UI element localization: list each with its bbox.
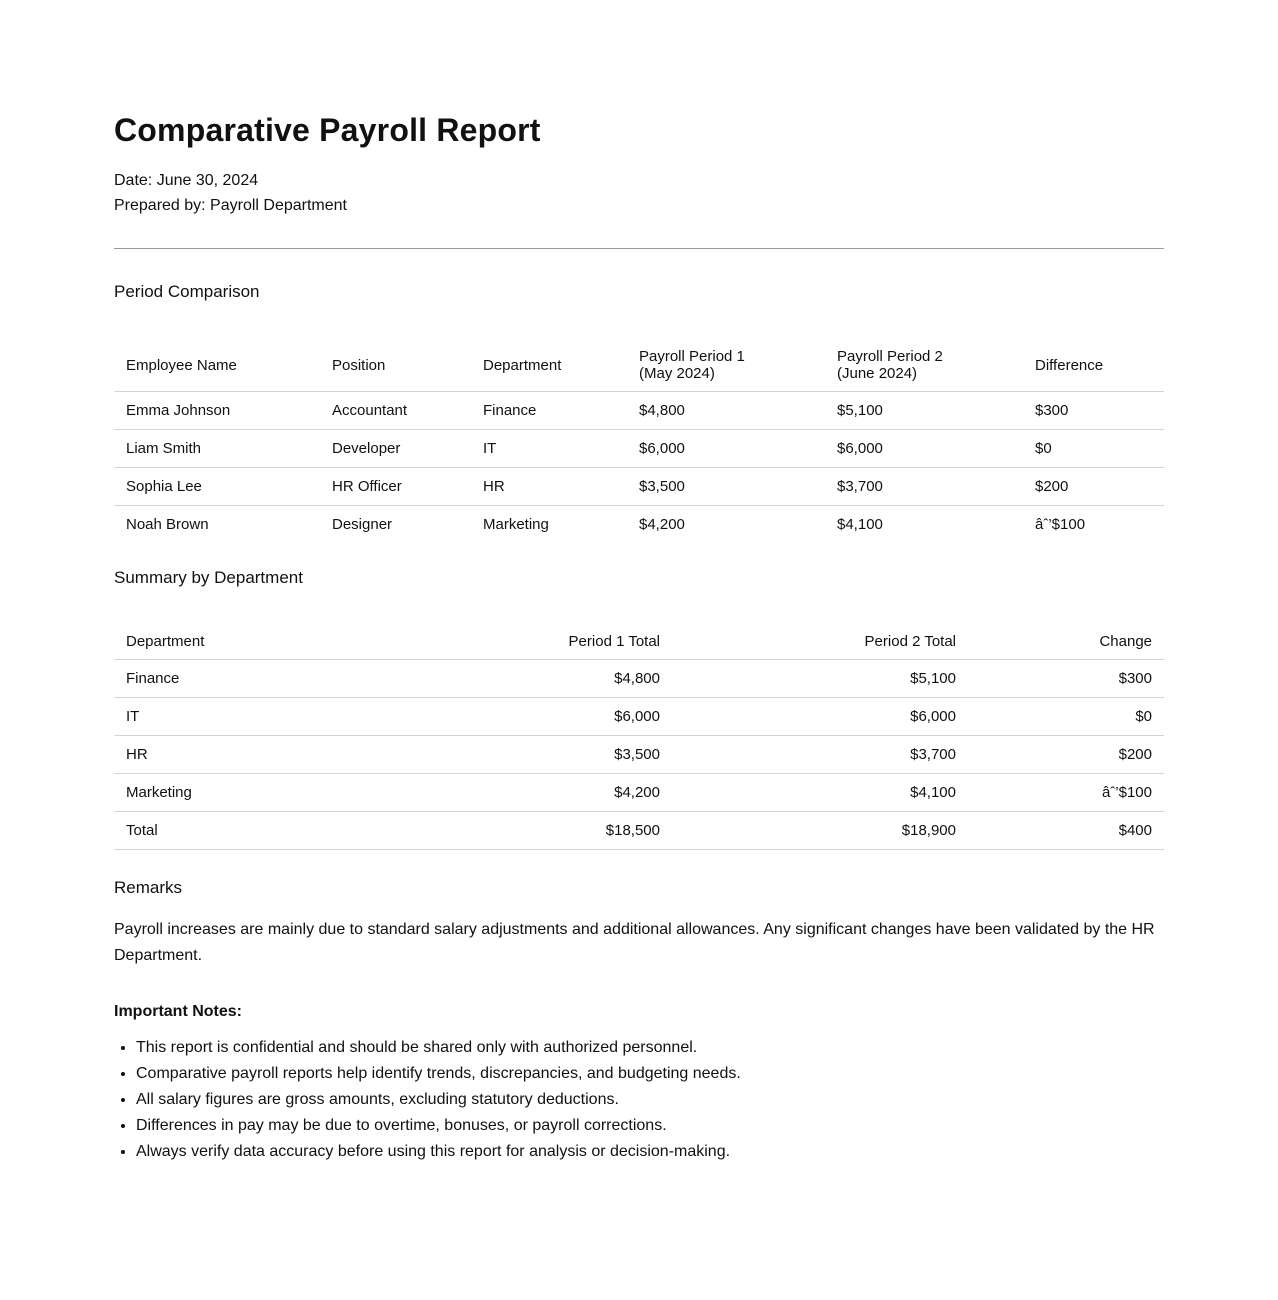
- period-2-total: $6,000: [672, 698, 968, 736]
- table-row: [114, 430, 1164, 468]
- difference-amount: $300: [1023, 392, 1164, 430]
- employee-position: Developer: [320, 430, 471, 468]
- col-period-2-total: Period 2 Total: [672, 623, 968, 660]
- employee-department: Finance: [471, 392, 627, 430]
- col-payroll-period-2: [825, 339, 1023, 392]
- table-row: [114, 660, 1164, 698]
- period-comparison-table: [114, 339, 1164, 543]
- change-amount: $300: [968, 660, 1164, 698]
- employee-name: Noah Brown: [126, 516, 209, 533]
- total-row: [114, 812, 1164, 850]
- change-amount: âˆ’$100: [968, 774, 1164, 812]
- report-title: Comparative Payroll Report: [114, 112, 541, 148]
- important-notes-list: [114, 1035, 1164, 1165]
- col-change: Change: [968, 623, 1164, 660]
- important-notes-title: Important Notes:: [114, 1003, 242, 1020]
- department-name: Finance: [114, 660, 376, 698]
- total-change: $400: [968, 812, 1164, 850]
- col-difference: Difference: [1023, 339, 1164, 392]
- employee-department: IT: [471, 430, 627, 468]
- change-amount: $200: [968, 736, 1164, 774]
- col-payroll-period-2-month: (June 2024): [837, 365, 918, 382]
- remarks-heading: Remarks: [114, 878, 183, 897]
- period-2-total: $3,700: [672, 736, 968, 774]
- employee-name: Sophia Lee: [114, 468, 320, 506]
- table-row: [114, 392, 1164, 430]
- table-row: [114, 468, 1164, 506]
- employee-name: Emma Johnson: [114, 392, 320, 430]
- employee-name: Liam Smith: [114, 430, 320, 468]
- summary-heading: Summary by Department: [114, 568, 303, 587]
- period-1-total: $4,200: [376, 774, 672, 812]
- col-payroll-period-1-label: Payroll Period 1: [639, 348, 745, 365]
- period-1-grand-total: $18,500: [376, 812, 672, 850]
- period-1-total: $3,500: [376, 736, 672, 774]
- list-item: • All salary figures are gross amounts, excluding statutory deductions.: [136, 1087, 1164, 1113]
- header-divider: [114, 248, 1164, 249]
- department-name: HR: [114, 736, 376, 774]
- period-1-total: $6,000: [376, 698, 672, 736]
- employee-position: HR Officer: [320, 468, 471, 506]
- employee-position: Accountant: [320, 392, 471, 430]
- table-row: [114, 736, 1164, 774]
- period-1-amount: $4,200: [639, 516, 685, 533]
- change-amount: $0: [968, 698, 1164, 736]
- period-comparison-heading: Period Comparison: [114, 282, 260, 301]
- table-header-row: [114, 623, 1164, 660]
- department-name: IT: [114, 698, 376, 736]
- table-row: [114, 774, 1164, 812]
- employee-department: Marketing: [483, 516, 549, 533]
- col-payroll-period-2-label: Payroll Period 2: [837, 348, 943, 365]
- report-date: Date: June 30, 2024: [114, 172, 259, 189]
- col-payroll-period-1-month: (May 2024): [639, 365, 715, 382]
- list-item: • Differences in pay may be due to overtime, bonuses, or payroll corrections.: [136, 1113, 1164, 1139]
- period-2-total: $4,100: [672, 774, 968, 812]
- summary-table: [114, 623, 1164, 850]
- total-label: Total: [114, 812, 376, 850]
- period-1-total: $4,800: [376, 660, 672, 698]
- period-2-grand-total: $18,900: [672, 812, 968, 850]
- period-2-amount: $4,100: [837, 516, 883, 533]
- col-department: Department: [114, 623, 376, 660]
- col-employee-name: Employee Name: [114, 339, 320, 392]
- list-item: • Comparative payroll reports help identify trends, discrepancies, and budgeting needs.: [136, 1061, 1164, 1087]
- report-meta: [114, 168, 1164, 218]
- period-2-amount: $3,700: [825, 468, 1023, 506]
- col-payroll-period-1: [627, 339, 825, 392]
- col-position: Position: [320, 339, 471, 392]
- period-2-amount: $6,000: [825, 430, 1023, 468]
- table-row: [114, 698, 1164, 736]
- col-department: Department: [471, 339, 627, 392]
- period-2-amount: $5,100: [825, 392, 1023, 430]
- period-1-amount: $6,000: [627, 430, 825, 468]
- table-header-row: [114, 339, 1164, 392]
- table-row: [114, 506, 1164, 544]
- employee-position: Designer: [332, 516, 393, 533]
- department-name: Marketing: [114, 774, 376, 812]
- period-1-amount: $4,800: [627, 392, 825, 430]
- period-2-total: $5,100: [672, 660, 968, 698]
- report-prepared-by: Prepared by: Payroll Department: [114, 197, 347, 214]
- difference-amount: $0: [1023, 430, 1164, 468]
- period-1-amount: $3,500: [627, 468, 825, 506]
- difference-amount: $200: [1023, 468, 1164, 506]
- col-period-1-total: Period 1 Total: [376, 623, 672, 660]
- list-item: • This report is confidential and should be shared only with authorized personnel.: [136, 1035, 1164, 1061]
- remarks-text: Payroll increases are mainly due to standard salary adjustments and additional allowances. Any significant changes have been validated by the HR Department.: [114, 921, 1155, 964]
- list-item: • Always verify data accuracy before using this report for analysis or decision-making.: [136, 1139, 1164, 1165]
- difference-amount: âˆ’$100: [1035, 516, 1086, 533]
- employee-department: HR: [471, 468, 627, 506]
